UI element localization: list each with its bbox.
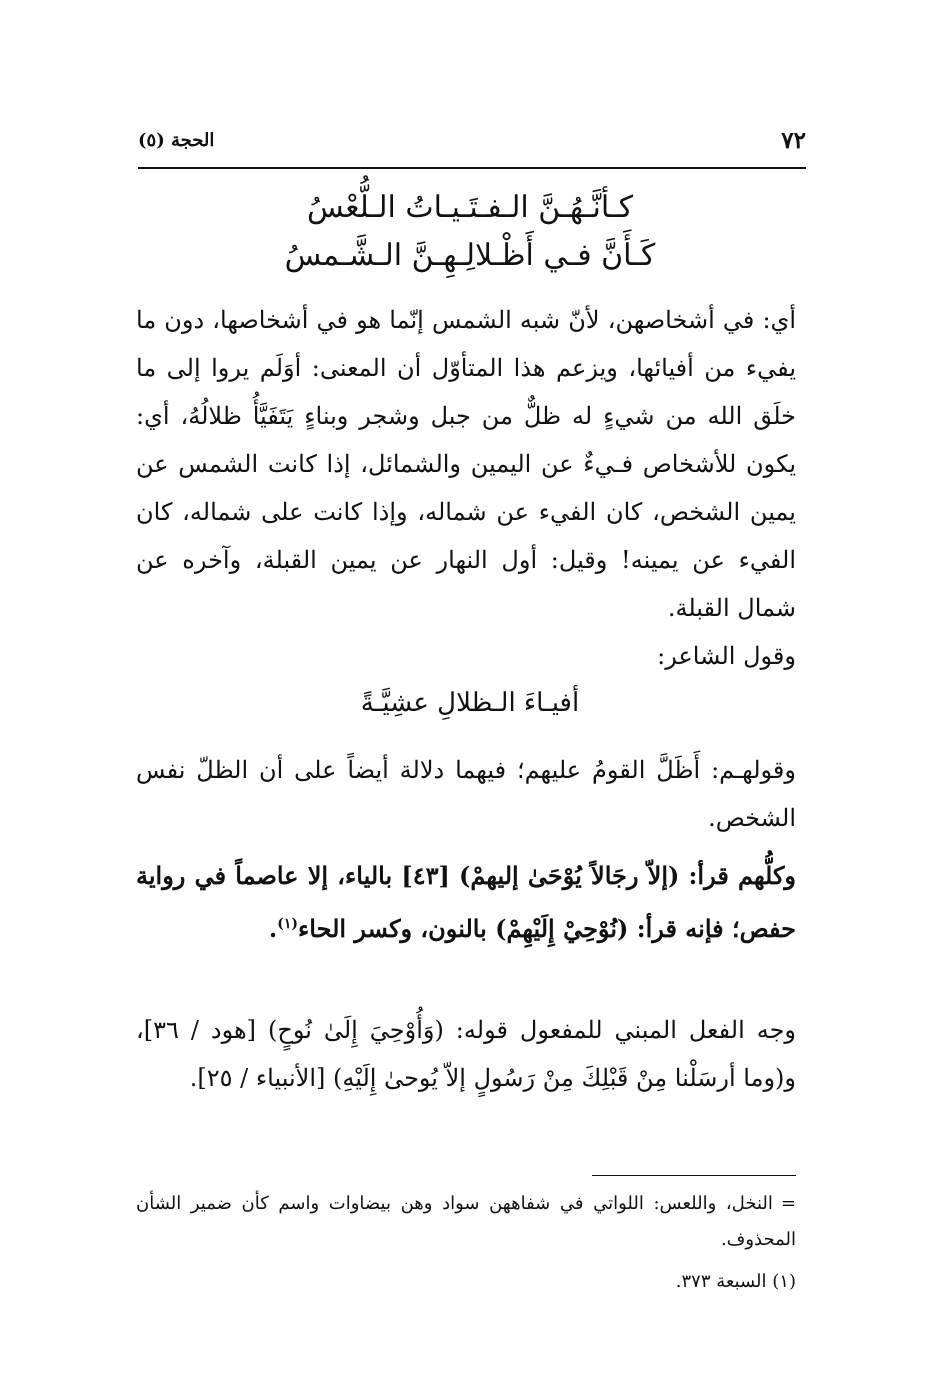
paragraph-2: وقولهـم: أَظَلَّ القومُ عليهم؛ فيهما دلالة أيضاً على أن الظلّ نفس الشخص. — [136, 756, 796, 832]
running-title: الحجة (٥) — [138, 129, 215, 151]
poetry-quote: أفيـاءَ الـظلالِ عشِيَّـةً — [360, 688, 580, 718]
header-rule — [138, 167, 806, 169]
footnote-continuation-marker: = — [780, 1193, 796, 1214]
paragraph-3 — [136, 852, 796, 953]
paragraph-3-text: وكلُّهم قرأ: (إلاّ رجَالاً يُوْحَىٰ إليهمْ) [٤٣] بالياء، إلا عاصماً في رواية حفص؛ فإنه قرأ: (نُوْحِيْ إِلَيْهِمْ) بالنون، وكسر الحاء — [136, 861, 796, 943]
page-number: ٧٢ — [781, 126, 806, 154]
footnote-continued — [136, 1186, 796, 1258]
footnote-continued-text: النخل، واللعس: اللواتي في شفاههن سواد وهن بيضاوات واسم كأن ضمير الشأن المحذوف. — [136, 1193, 796, 1250]
footnote-rule — [592, 1175, 796, 1176]
footnote-ref-1: (١) — [277, 916, 298, 932]
poem-line-1: كـأنَّـهُـنَّ الـفـتَـيـاتُ الـلُّعْسُ — [306, 190, 634, 225]
paragraph-3-end: . — [268, 914, 278, 943]
page-header — [138, 118, 806, 162]
footnote-1: (١) السبعة ٣٧٣. — [675, 1271, 796, 1292]
paragraph-1-last-line: وقول الشاعر: — [657, 642, 796, 670]
paragraph-4: وجه الفعل المبني للمفعول قوله: (وَأُوْحِيَ إِلَىٰ نُوحٍ) [هود / ٣٦]، و(وما أرسَلْنا مِنْ قَبْلِكَ مِنْ رَسُولٍ إلاّ يُوحىٰ إِلَيْهِ) [الأنبياء / ٢٥]. — [136, 1016, 796, 1092]
poem-line-2: كَـأَنَّ فـي أَظْـلالِـهِـنَّ الـشَّـمسُ — [284, 238, 656, 273]
paragraph-1: أي: في أشخاصهن، لأنّ شبه الشمس إنّما هو في أشخاصها، دون ما يفيء من أفيائها، ويزعم هذا المتأوّل أن المعنى: أوَلَم يروا إلى ما خلَق الله من شيءٍ له ظلٌّ من جبل وشجر وبناءٍ يَتَفَيَّأُ ظلالُهُ، أي: يكون للأشخاص فـيءٌ عن اليمين والشمائل، إذا كانت الشمس عن يمين الشخص، كان الفيء عن شماله، وإذا كانت على شماله، كان الفيء عن يمينه! وقيل: أول النهار عن يمين القبلة، وآخره عن شمال القبلة. — [136, 306, 796, 622]
